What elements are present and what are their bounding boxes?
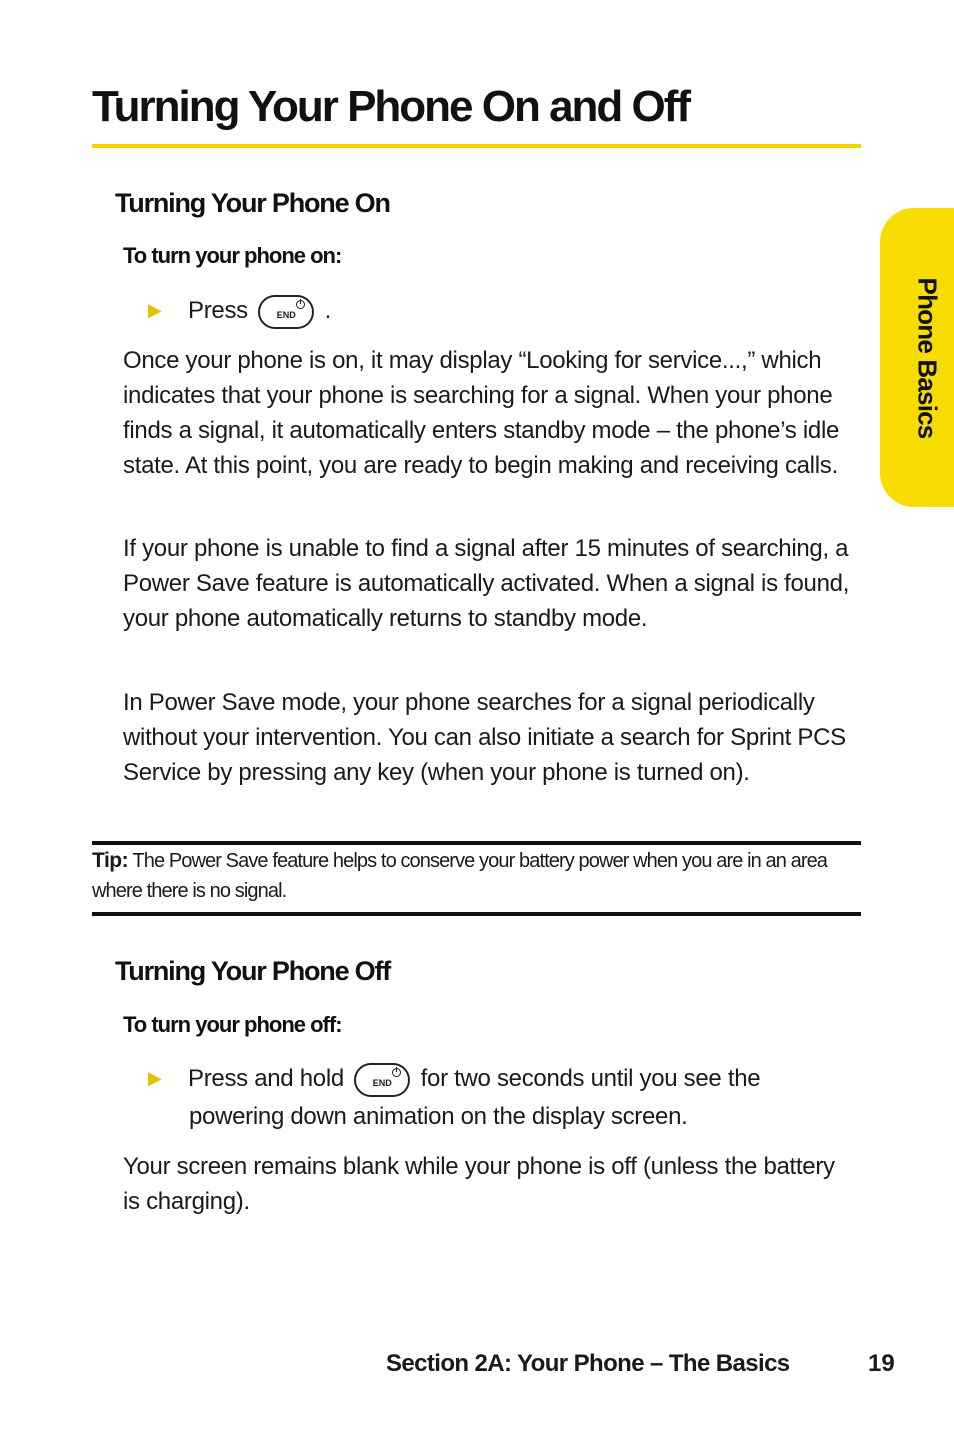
step-suffix: . <box>324 297 331 324</box>
section-heading-off: Turning Your Phone Off <box>115 956 391 986</box>
footer-section-title: Section 2A: Your Phone – The Basics <box>386 1350 790 1377</box>
paragraph-screen-blank: Your screen remains blank while your phone is off (unless the battery is charging). <box>123 1153 835 1215</box>
step-suffix: for two seconds until you see the <box>420 1065 761 1092</box>
tip-label: Tip: <box>92 849 129 872</box>
step-press-hold-end <box>148 1059 848 1136</box>
page-number: 19 <box>868 1350 895 1377</box>
end-key-label: END <box>372 1077 392 1088</box>
triangle-right-icon: ▶ <box>148 300 162 320</box>
side-tab-label: Phone Basics <box>912 277 943 439</box>
step-press-end <box>148 291 848 330</box>
page-title: Turning Your Phone On and Off <box>92 82 690 131</box>
end-key-label: END <box>276 309 296 320</box>
end-key-icon <box>258 295 314 329</box>
triangle-right-icon: ▶ <box>148 1068 162 1088</box>
step-text: Press <box>188 297 248 324</box>
instruction-on: To turn your phone on: <box>123 243 342 268</box>
paragraph-looking-for-service: Once your phone is on, it may display “Looking for service...,” which indicates that your phone is searching for a signal. When your phone finds a signal, it automatically enters standby mode – the phone’s idle state. At this point, you are ready to begin making and receiving calls. <box>123 347 840 479</box>
tip-body: The Power Save feature helps to conserve your battery power when you are in an area where there is no signal. <box>92 850 828 902</box>
paragraph-power-save-activation: If your phone is unable to find a signal after 15 minutes of searching, a Power Save feature is automatically activated. When a signal is found, your phone automatically returns to standby mode. <box>123 535 850 632</box>
section-heading-on: Turning Your Phone On <box>115 188 390 218</box>
power-icon <box>296 300 305 309</box>
tip-top-rule <box>92 841 861 845</box>
paragraph-power-save-mode: In Power Save mode, your phone searches for a signal periodically without your intervention. You can also initiate a search for Sprint PCS Service by pressing any key (when your phone is turned on). <box>123 689 846 786</box>
side-tab[interactable] <box>880 208 954 507</box>
end-key-icon <box>354 1063 410 1097</box>
instruction-off: To turn your phone off: <box>123 1012 342 1037</box>
step-text: Press and hold <box>188 1065 344 1092</box>
tip-bottom-rule <box>92 912 861 916</box>
tip-box <box>92 846 861 906</box>
title-underline <box>92 144 861 148</box>
step-continuation: powering down animation on the display screen. <box>189 1103 688 1130</box>
power-icon <box>392 1068 401 1077</box>
